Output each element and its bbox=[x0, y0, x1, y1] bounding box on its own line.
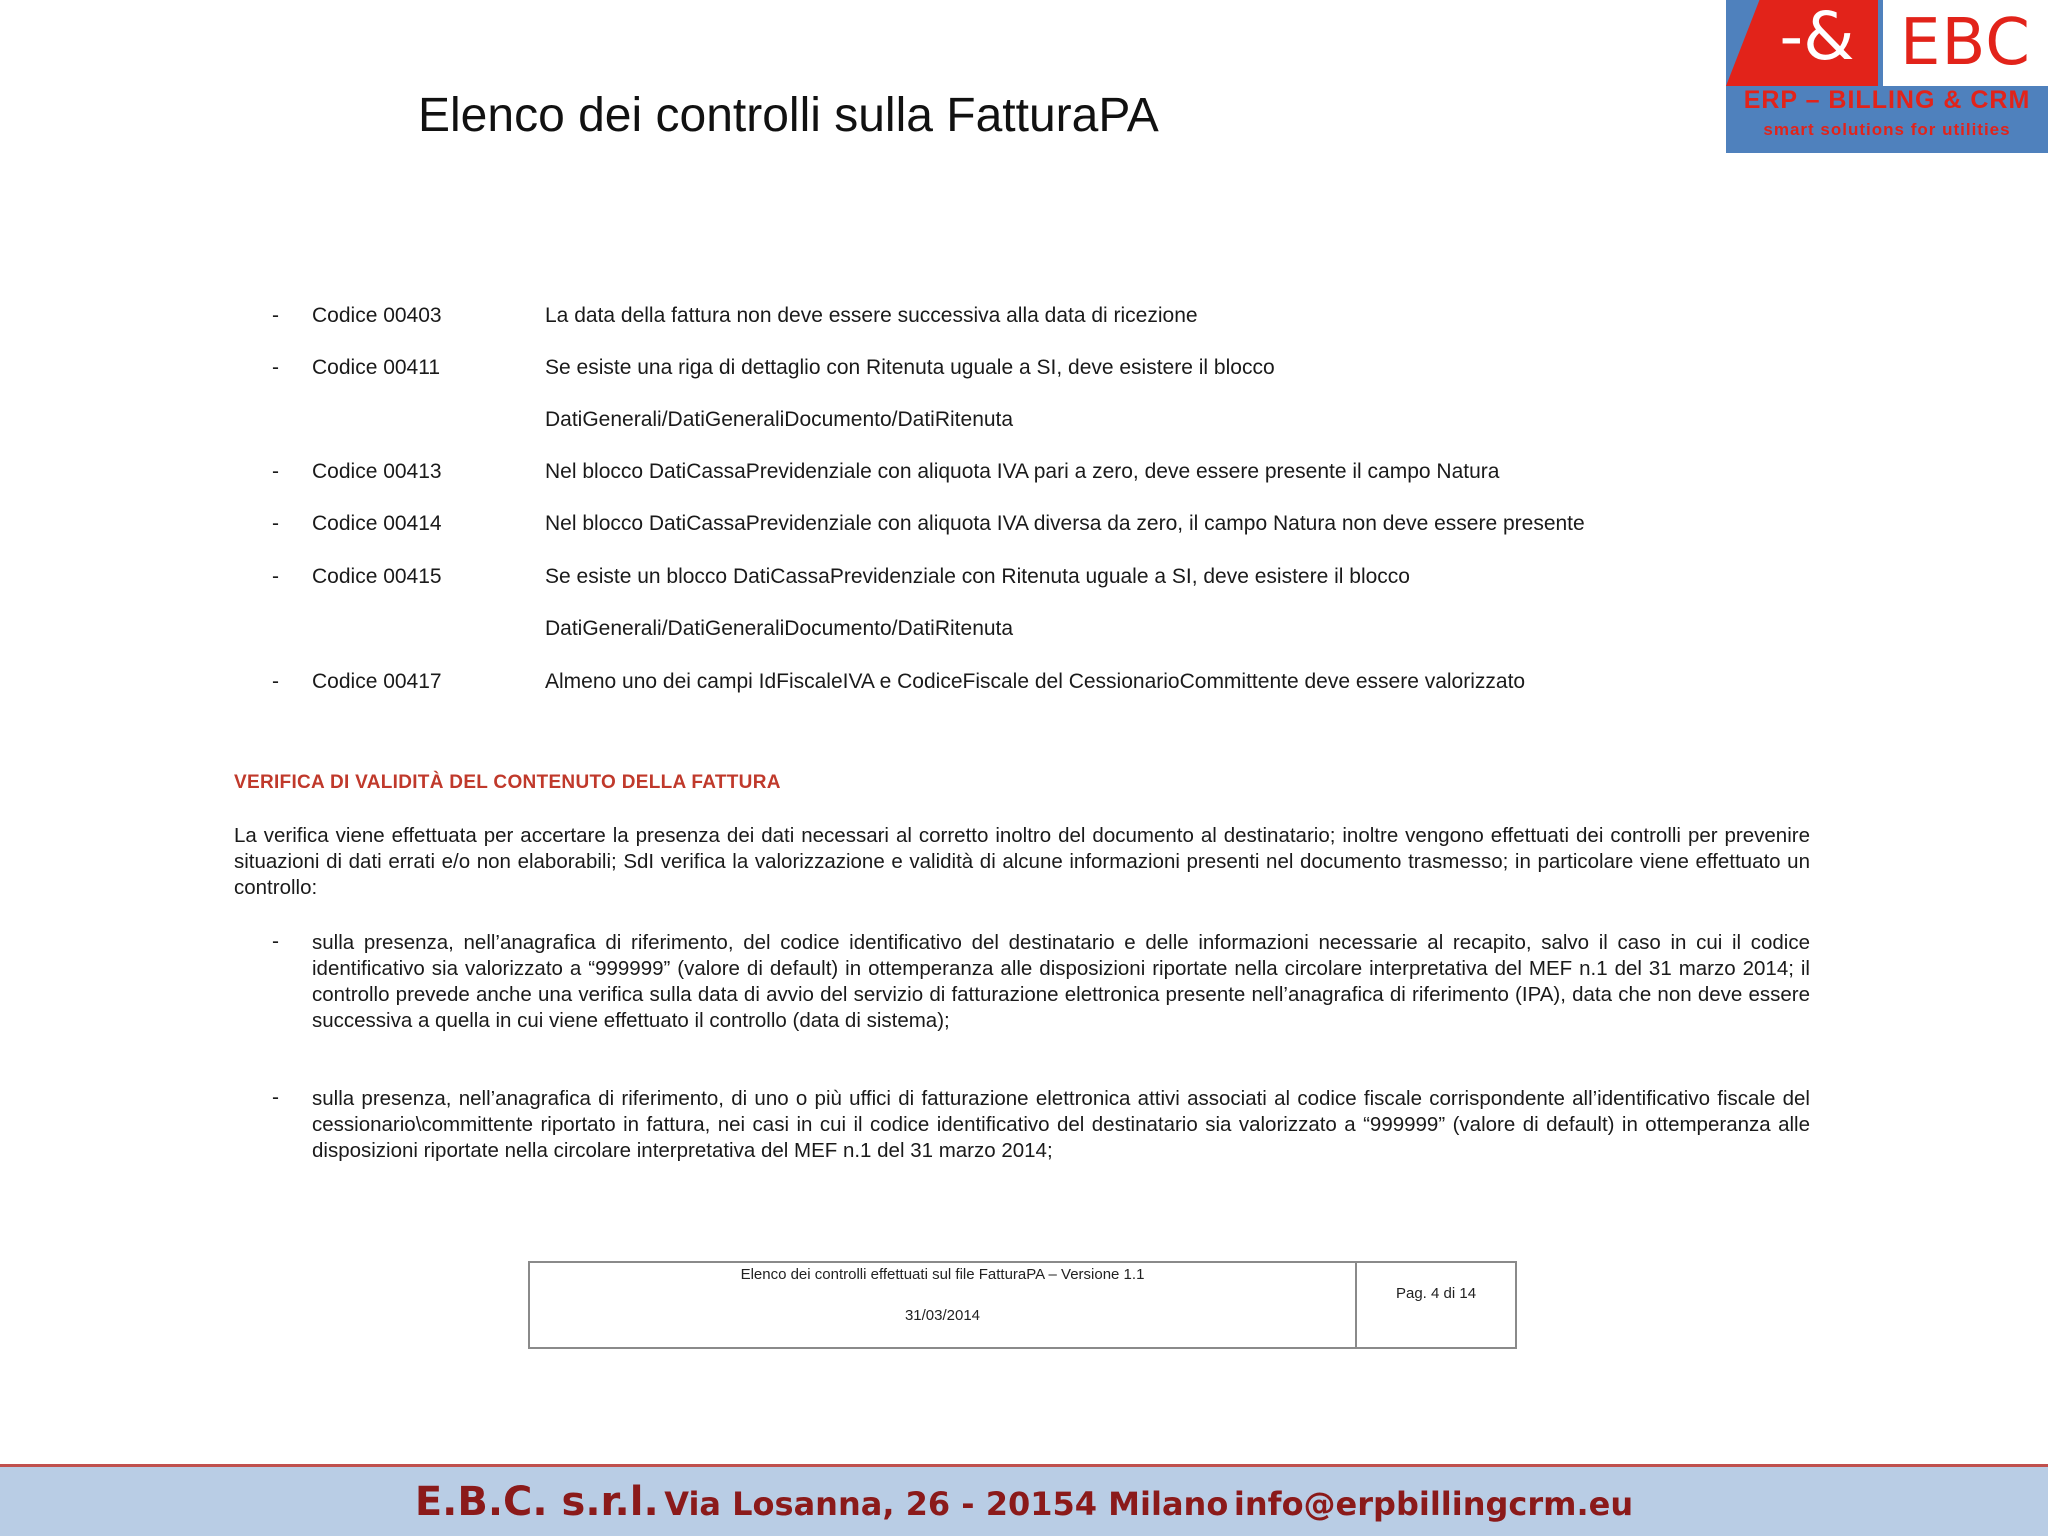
slide-title: Elenco dei controlli sulla FatturaPA bbox=[418, 89, 1159, 142]
code-dash: - bbox=[272, 356, 279, 379]
code-label: Codice 00411 bbox=[312, 356, 441, 379]
footer-bar bbox=[0, 1464, 2048, 1536]
company-name: E.B.C. s.r.l. bbox=[414, 1479, 659, 1525]
logo-symbol: -& bbox=[1779, 0, 1855, 75]
bullet-item: sulla presenza, nell’anagrafica di riferimento, di uno o più uffici di fatturazione elettronica attivi associati al codice fiscale corrispondente all’identificativo fiscale del cessionario\committente riportato in fattura, nei casi in cui il codice identificativo del destinatario sia valorizzato a “999999” (valore di default) in ottemperanza alle disposizioni riportate nella circolare interpretativa del MEF n.1 del 31 marzo 2014; bbox=[312, 1087, 1810, 1162]
code-description: La data della fattura non deve essere successiva alla data di ricezione bbox=[545, 304, 1198, 327]
company-address: Via Losanna, 26 - 20154 Milano bbox=[664, 1485, 1229, 1523]
code-description: Se esiste una riga di dettaglio con Ritenuta uguale a SI, deve esistere il blocco bbox=[545, 356, 1275, 379]
code-description-continued: DatiGenerali/DatiGeneraliDocumento/DatiRitenuta bbox=[545, 617, 1014, 640]
bullet-item: sulla presenza, nell’anagrafica di riferimento, del codice identificativo del destinatario e delle informazioni necessarie al recapito, salvo il caso in cui il codice identificativo sia valorizzato a “999999” (valore di default) in ottemperanza alle disposizioni riportate nella circolare interpretativa del MEF n.1 del 31 marzo 2014; il controllo prevede anche una verifica sulla data di avvio del servizio di fatturazione elettronica presente nell’anagrafica di riferimento (IPA), data che non deve essere successiva a quella in cui viene effettuato il controllo (data di sistema); bbox=[312, 931, 1810, 1032]
code-label: Codice 00413 bbox=[312, 460, 442, 483]
code-description-continued: DatiGenerali/DatiGeneraliDocumento/DatiRitenuta bbox=[545, 408, 1014, 431]
code-description: Nel blocco DatiCassaPrevidenziale con aliquota IVA diversa da zero, il campo Natura non deve essere presente bbox=[545, 512, 1585, 535]
code-description: Nel blocco DatiCassaPrevidenziale con aliquota IVA pari a zero, deve essere presente il campo Natura bbox=[545, 460, 1500, 483]
logo-tagline: ERP – BILLING & CRM bbox=[1743, 86, 2031, 114]
code-label: Codice 00415 bbox=[312, 565, 442, 588]
scanned-document bbox=[232, 290, 1842, 1194]
document-footer-box bbox=[528, 1261, 1517, 1349]
code-description: Se esiste un blocco DatiCassaPrevidenziale con Ritenuta uguale a SI, deve esistere il blocco bbox=[545, 565, 1410, 588]
company-email: info@erpbillingcrm.eu bbox=[1233, 1485, 1634, 1523]
document-page-number: Pag. 4 di 14 bbox=[1395, 1285, 1477, 1302]
code-dash: - bbox=[272, 565, 279, 588]
logo-name: EBC bbox=[1900, 6, 2031, 80]
bullet-dash: - bbox=[272, 930, 279, 953]
document-footer-date: 31/03/2014 bbox=[904, 1307, 981, 1324]
document-footer-left-cell bbox=[530, 1263, 1357, 1347]
code-label: Codice 00414 bbox=[312, 512, 442, 535]
code-dash: - bbox=[272, 512, 279, 535]
code-label: Codice 00417 bbox=[312, 670, 442, 693]
bullet-dash: - bbox=[272, 1086, 279, 1109]
intro-paragraph: La verifica viene effettuata per accertare la presenza dei dati necessari al corretto inoltro del documento al destinatario; inoltre vengono effettuati dei controlli per prevenire situazioni di dati errati e/o non elaborabili; SdI verifica la valorizzazione e validità di alcune informazioni presenti nel documento trasmesso; in particolare viene effettuato un controllo: bbox=[234, 824, 1810, 899]
logo-subtitle: smart solutions for utilities bbox=[1763, 120, 2011, 139]
code-label: Codice 00403 bbox=[312, 304, 442, 327]
code-description: Almeno uno dei campi IdFiscaleIVA e CodiceFiscale del CessionarioCommittente deve essere valorizzato bbox=[545, 670, 1526, 693]
ebc-logo bbox=[1726, 0, 2048, 153]
code-dash: - bbox=[272, 460, 279, 483]
footer-contact bbox=[0, 1479, 2048, 1525]
document-footer-title: Elenco dei controlli effettuati sul file FatturaPA – Versione 1.1 bbox=[740, 1266, 1145, 1283]
code-dash: - bbox=[272, 670, 279, 693]
section-heading: VERIFICA DI VALIDITÀ DEL CONTENUTO DELLA FATTURA bbox=[234, 772, 781, 793]
code-dash: - bbox=[272, 304, 279, 327]
